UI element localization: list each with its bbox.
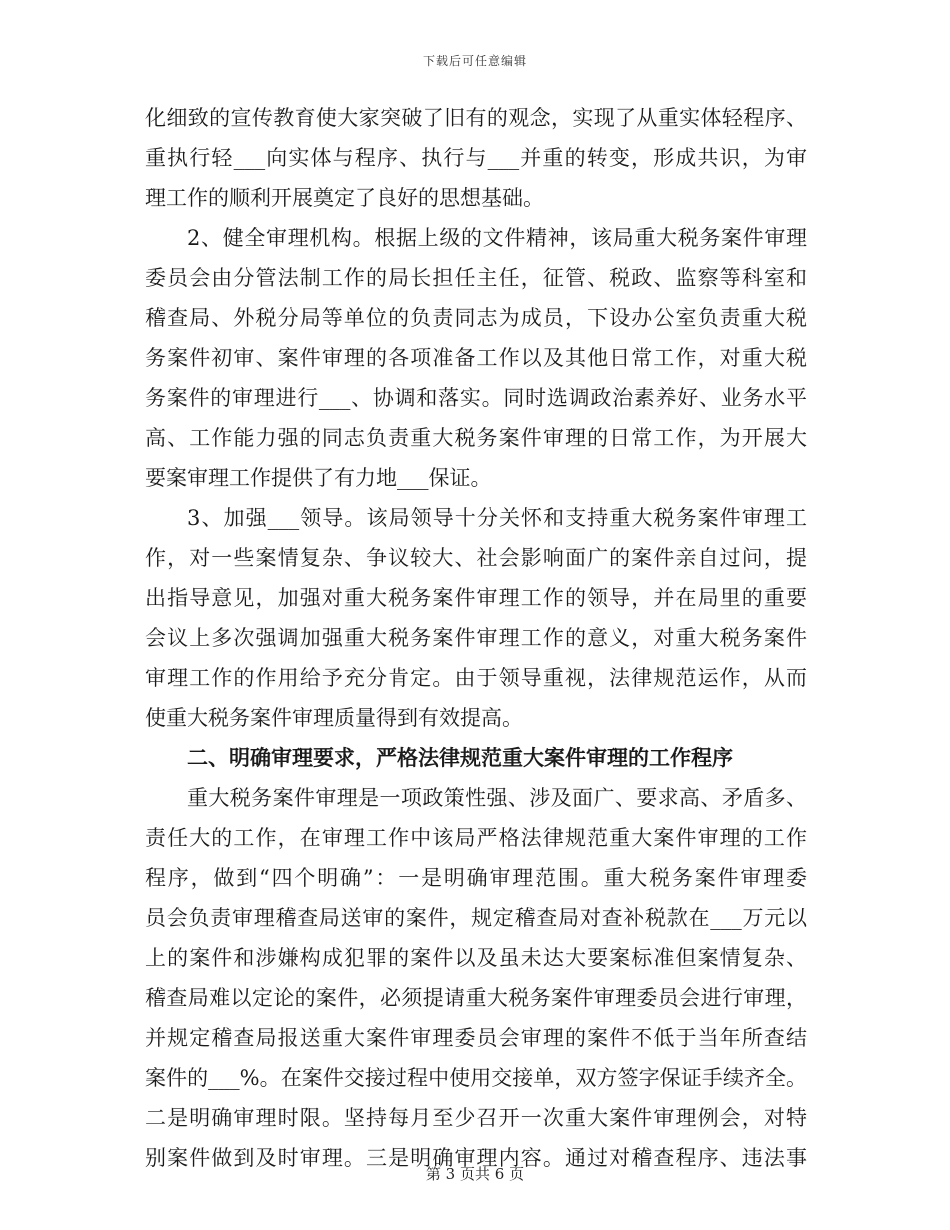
text-line: 程序，做到“四个明确”：一是明确审理范围。重大税务案件审理委 <box>145 866 807 890</box>
paragraph-start-line: 2、健全审理机构。根据上级的文件精神，该局重大税务案件审理 <box>187 226 807 250</box>
text-line: 二是明确审理时限。坚持每月至少召开一次重大案件审理例会，对特 <box>145 1106 807 1130</box>
text-line: 化细致的宣传教育使大家突破了旧有的观念，实现了从重实体轻程序、 <box>145 106 807 130</box>
text-line: 上的案件和涉嫌构成犯罪的案件以及虽未达大要案标准但案情复杂、 <box>145 946 807 970</box>
text-line: 稽查局难以定论的案件，必须提请重大税务案件审理委员会进行审理， <box>145 986 807 1010</box>
page-header: 下载后可任意编辑 <box>422 54 527 68</box>
text-line: 作，对一些案情复杂、争议较大、社会影响面广的案件亲自过问，提 <box>145 546 807 570</box>
text-line: 稽查局、外税分局等单位的负责同志为成员，下设办公室负责重大税 <box>145 306 807 330</box>
paragraph-start-line: 3、加强___领导。该局领导十分关怀和支持重大税务案件审理工 <box>187 506 807 530</box>
text-line: 责任大的工作，在审理工作中该局严格法律规范重大案件审理的工作 <box>145 826 807 850</box>
text-line: 务案件的审理进行___、协调和落实。同时选调政治素养好、业务水平 <box>145 386 807 410</box>
text-line: 理工作的顺利开展奠定了良好的思想基础。 <box>145 186 544 210</box>
text-line: 务案件初审、案件审理的各项准备工作以及其他日常工作，对重大税 <box>145 346 807 370</box>
paragraph-start-line: 重大税务案件审理是一项政策性强、涉及面广、要求高、矛盾多、 <box>187 786 807 810</box>
text-line: 重执行轻___向实体与程序、执行与___并重的转变，形成共识，为审 <box>145 146 807 170</box>
text-line: 并规定稽查局报送重大案件审理委员会审理的案件不低于当年所查结 <box>145 1026 807 1050</box>
section-heading: 二、明确审理要求，严格法律规范重大案件审理的工作程序 <box>187 746 733 770</box>
text-line: 审理工作的作用给予充分肯定。由于领导重视，法律规范运作，从而 <box>145 666 807 690</box>
text-line: 会议上多次强调加强重大税务案件审理工作的意义，对重大税务案件 <box>145 626 807 650</box>
document-body <box>145 98 807 1178</box>
text-line: 别案件做到及时审理。三是明确审理内容。通过对稽查程序、违法事 <box>145 1146 807 1170</box>
text-line: 员会负责审理稽查局送审的案件，规定稽查局对查补税款在___万元以 <box>145 906 807 930</box>
text-line: 案件的___%。在案件交接过程中使用交接单，双方签字保证手续齐全。 <box>145 1066 807 1090</box>
text-line: 要案审理工作提供了有力地___保证。 <box>145 466 492 490</box>
page-number: 第 3 页共 6 页 <box>425 1165 525 1183</box>
text-line: 高、工作能力强的同志负责重大税务案件审理的日常工作，为开展大 <box>145 426 807 450</box>
text-line: 委员会由分管法制工作的局长担任主任，征管、税政、监察等科室和 <box>145 266 807 290</box>
text-line: 使重大税务案件审理质量得到有效提高。 <box>145 706 523 730</box>
text-line: 出指导意见，加强对重大税务案件审理工作的领导，并在局里的重要 <box>145 586 807 610</box>
